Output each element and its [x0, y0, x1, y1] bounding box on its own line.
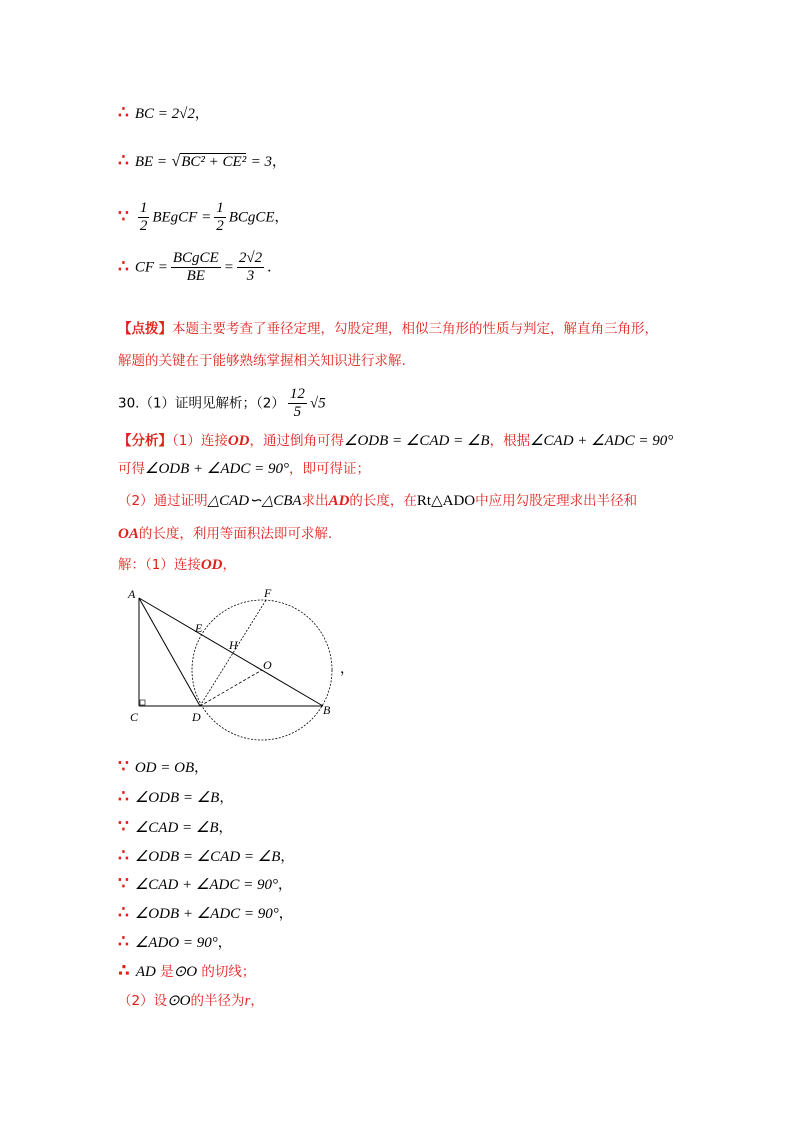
punct: ， — [278, 906, 293, 922]
math-expr: = — [223, 259, 234, 276]
label-o: O — [263, 658, 272, 672]
math-expr: ∠CAD = ∠B — [134, 820, 219, 836]
segment-ad — [139, 598, 200, 706]
proof-step — [118, 787, 233, 808]
punct: ， — [277, 877, 292, 893]
text: 的长度，在 — [349, 493, 417, 509]
text: ， — [222, 557, 237, 573]
punct: ， — [194, 106, 209, 122]
math-expr: BC = 2√2 — [134, 106, 195, 122]
math-expr: ∠CAD + ∠ADC = 90° — [134, 877, 278, 893]
proof-step — [118, 846, 294, 867]
dianbo-text: 解题的关键在于能够熟练掌握相关知识进行求解. — [118, 353, 406, 369]
label-e: E — [195, 621, 203, 635]
text: ，根据 — [489, 433, 531, 449]
fraction: $\frac{2√2}{3}$ — [238, 250, 263, 284]
text: 的长度，利用等面积法即可求解. — [138, 526, 333, 542]
right-angle-marker — [140, 700, 145, 705]
text: ，即可得证； — [288, 461, 370, 477]
solution-start — [118, 555, 236, 575]
proof-step — [118, 874, 292, 895]
figure-comma: ， — [340, 661, 354, 677]
punct: ， — [274, 209, 289, 226]
math-r: r — [244, 993, 251, 1009]
math-od: OD — [227, 433, 250, 449]
therefore-symbol: ∴ — [118, 846, 129, 866]
therefore-symbol: ∴ — [118, 903, 129, 923]
text: 解：（1）连接 — [118, 557, 201, 573]
sqrt-expr: √5 — [309, 395, 326, 412]
punct: ， — [194, 760, 209, 776]
dianbo-label: 【点拨】 — [118, 321, 172, 337]
punct: ， — [219, 790, 234, 806]
therefore-symbol: ∴ — [118, 151, 129, 171]
sqrt-expr: √BC² + CE² — [171, 153, 247, 170]
text: 的切线； — [201, 964, 256, 980]
text: （1）连接 — [172, 433, 228, 449]
dianbo-text: 本题主要考查了垂径定理，勾股定理，相似三角形的性质与判定，解直角三角形， — [172, 321, 658, 337]
therefore-symbol: ∴ — [118, 103, 129, 123]
fenxi-line-1 — [118, 431, 673, 451]
proof-step — [118, 903, 293, 924]
fraction: $\frac{\text{BCgCE}}{BE}$ — [172, 250, 219, 284]
therefore-symbol: ∴ — [118, 787, 129, 807]
segment-ab — [139, 598, 323, 706]
because-symbol: ∵ — [118, 206, 129, 227]
text: 的半径为 — [190, 993, 245, 1009]
text: 是 — [160, 964, 174, 980]
math-expr: △CAD∽△CBA — [207, 493, 302, 509]
label-f: F — [264, 586, 272, 600]
fenxi-line-4 — [118, 524, 332, 544]
text: （2）设 — [118, 993, 168, 1009]
because-symbol: ∵ — [118, 817, 129, 837]
text: ， — [250, 993, 264, 1009]
math-expr: ∠ADO = 90° — [134, 935, 218, 951]
step-cf — [118, 250, 281, 285]
tangent-conclusion — [118, 961, 255, 982]
therefore-symbol: ∴ — [118, 932, 129, 952]
text: ，通过倒角可得 — [249, 433, 345, 449]
text: 求出 — [301, 493, 329, 509]
text: （2）通过证明 — [118, 493, 208, 509]
proof-step — [118, 932, 232, 953]
geometry-figure — [120, 582, 350, 752]
text: 中应用勾股定理求出半径和 — [475, 493, 638, 509]
math-ad: AD — [328, 493, 350, 509]
math-expr: ∠ODB + ∠ADC = 90° — [134, 906, 279, 922]
answer-prefix: 30.（1）证明见解析；（2） — [118, 395, 285, 412]
proof-step — [118, 757, 208, 778]
fenxi-label: 【分析】 — [118, 433, 172, 449]
punct: ， — [218, 820, 233, 836]
math-expr: CF = — [134, 259, 168, 276]
step-bc — [118, 103, 209, 124]
fraction: $\frac{1}{2}$ — [139, 200, 148, 234]
part-2-start — [118, 991, 264, 1011]
step-be — [118, 151, 286, 172]
fenxi-line-2 — [118, 459, 370, 479]
punct: ． — [267, 259, 282, 276]
label-h: H — [229, 638, 238, 652]
math-circle: ⊙O — [173, 964, 198, 980]
math-circle: ⊙O — [167, 993, 191, 1009]
math-expr: ∠ODB = ∠CAD = ∠B — [134, 849, 281, 865]
question-30-answer — [118, 386, 326, 421]
punct: ， — [217, 935, 232, 951]
math-expr: BE = — [134, 154, 168, 170]
label-a: A — [128, 587, 136, 601]
math-expr: OD = OB — [134, 760, 195, 776]
proof-step — [118, 817, 233, 838]
label-d: D — [192, 710, 201, 724]
label-c: C — [130, 710, 139, 724]
fraction: $\frac{1}{2}$ — [216, 200, 224, 234]
because-symbol: ∵ — [118, 757, 129, 777]
fraction: $\frac{12}{5}$ — [289, 386, 305, 420]
math-oa: OA — [118, 526, 139, 542]
math-expr: ∠ODB = ∠B — [134, 790, 220, 806]
punct: ， — [280, 849, 295, 865]
dianbo-paragraph — [118, 319, 658, 339]
math-od: OD — [200, 557, 223, 573]
math-expr: ∠ODB + ∠ADC = 90° — [145, 461, 289, 477]
math-expr: Rt△ADO — [416, 493, 476, 509]
therefore-symbol: ∴ — [118, 256, 129, 277]
because-symbol: ∵ — [118, 874, 129, 894]
math-ad: AD — [135, 964, 156, 980]
step-area — [118, 200, 289, 235]
punct: ， — [272, 154, 287, 170]
fenxi-line-3 — [118, 491, 637, 511]
label-b: B — [323, 703, 331, 717]
segment-od — [200, 670, 262, 706]
dianbo-paragraph-2 — [118, 351, 406, 371]
text: 可得 — [118, 461, 145, 477]
math-expr: BEgCF = — [152, 209, 212, 226]
math-expr: ∠ODB = ∠CAD = ∠B — [344, 433, 490, 449]
math-expr: ∠CAD + ∠ADC = 90° — [530, 433, 674, 449]
therefore-symbol: ∴ — [118, 961, 130, 981]
math-expr: BCgCE — [228, 209, 275, 226]
math-expr: = 3 — [250, 154, 273, 170]
